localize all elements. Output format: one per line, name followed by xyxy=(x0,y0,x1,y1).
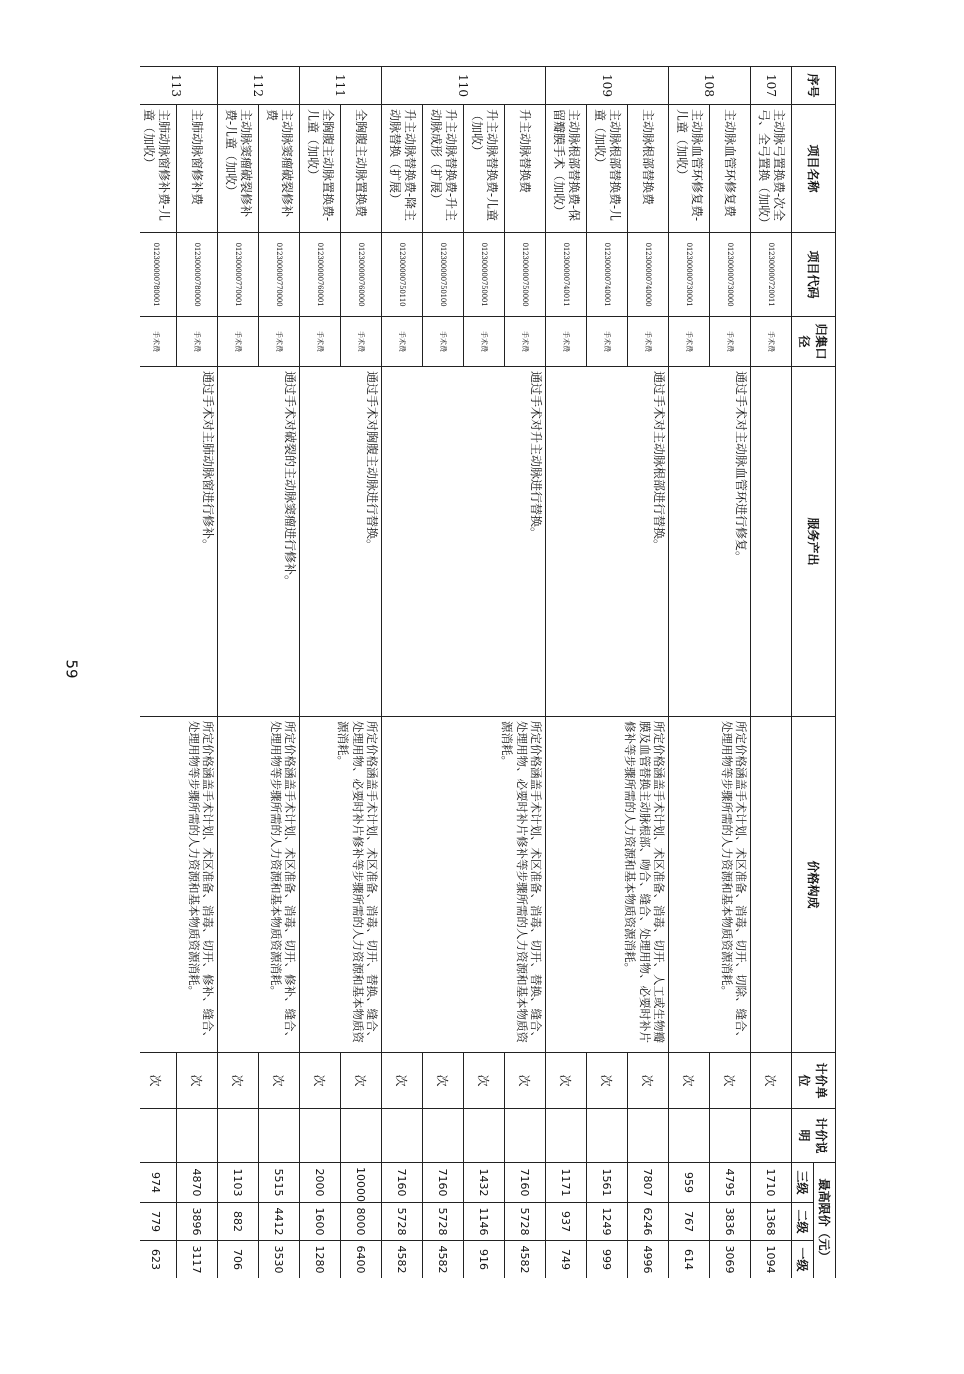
cell-note xyxy=(669,1109,710,1163)
cell-unit: 次 xyxy=(505,1053,546,1109)
cell-item-code: 012300000720011 xyxy=(751,233,792,317)
cell-note xyxy=(300,1109,341,1163)
cell-scope: 手术费 xyxy=(177,317,218,367)
cell-note xyxy=(177,1109,218,1163)
cell-note xyxy=(259,1109,300,1163)
cell-item-name: 主动脉根部替换费 xyxy=(628,105,669,233)
cell-price-level-3: 4795 xyxy=(710,1163,751,1203)
cell-seq: 111 xyxy=(300,67,382,105)
cell-price-level-3: 7807 xyxy=(628,1163,669,1203)
cell-unit: 次 xyxy=(546,1053,587,1109)
cell-price-level-3: 4870 xyxy=(177,1163,218,1203)
page-number: 59 xyxy=(62,659,81,679)
cell-item-name: 主动脉根部替换费-保留瓣膜手术（加收） xyxy=(546,105,587,233)
cell-price-composition: 所定价格涵盖手术计划、术区准备、消毒、切开、替换、缝合、处理用物、必要时补片修补等步骤所需的人力资源和基本物质资源消耗。 xyxy=(300,717,382,1053)
cell-price-level-1: 3069 xyxy=(710,1241,751,1279)
cell-scope: 手术费 xyxy=(751,317,792,367)
cell-note xyxy=(751,1109,792,1163)
cell-item-name: 主肺动脉窗修补费-儿童（加收） xyxy=(140,105,177,233)
cell-unit: 次 xyxy=(300,1053,341,1109)
cell-price-level-2: 5728 xyxy=(382,1203,423,1241)
table-body xyxy=(140,67,792,1279)
cell-price-level-1: 623 xyxy=(140,1241,177,1279)
cell-item-code: 012300000780001 xyxy=(140,233,177,317)
cell-item-code: 012300000740001 xyxy=(587,233,628,317)
cell-price-level-1: 614 xyxy=(669,1241,710,1279)
cell-price-level-1: 6400 xyxy=(341,1241,382,1279)
rotated-table-frame xyxy=(140,66,836,1278)
cell-seq: 107 xyxy=(751,67,792,105)
cell-price-level-3: 2000 xyxy=(300,1163,341,1203)
cell-unit: 次 xyxy=(177,1053,218,1109)
cell-scope: 手术费 xyxy=(505,317,546,367)
cell-price-level-1: 4582 xyxy=(382,1241,423,1279)
cell-scope: 手术费 xyxy=(628,317,669,367)
cell-price-composition xyxy=(751,717,792,1053)
table-row xyxy=(177,67,218,1279)
cell-price-level-2: 8000 xyxy=(341,1203,382,1241)
header-note: 计价说明 xyxy=(792,1109,836,1163)
cell-price-level-1: 999 xyxy=(587,1241,628,1279)
header-name: 项目名称 xyxy=(792,105,836,233)
cell-unit: 次 xyxy=(710,1053,751,1109)
cell-unit: 次 xyxy=(259,1053,300,1109)
cell-price-level-3: 959 xyxy=(669,1163,710,1203)
cell-item-name: 主动脉窦瘤破裂修补费 xyxy=(259,105,300,233)
cell-price-level-2: 1146 xyxy=(464,1203,505,1241)
cell-scope: 手术费 xyxy=(300,317,341,367)
cell-service-output: 通过手术对主动脉根部进行替换。 xyxy=(546,367,669,717)
cell-unit: 次 xyxy=(464,1053,505,1109)
header-service: 服务产出 xyxy=(792,367,836,717)
cell-service-output: 通过手术对主肺动脉窗进行修补。 xyxy=(140,367,218,717)
cell-price-level-3: 10000 xyxy=(341,1163,382,1203)
cell-note xyxy=(218,1109,259,1163)
cell-price-level-2: 5728 xyxy=(423,1203,464,1241)
cell-scope: 手术费 xyxy=(587,317,628,367)
cell-item-code: 012300000730001 xyxy=(669,233,710,317)
cell-price-level-3: 7160 xyxy=(505,1163,546,1203)
table-row xyxy=(341,67,382,1279)
cell-item-code: 012300000750000 xyxy=(505,233,546,317)
cell-price-level-1: 1280 xyxy=(300,1241,341,1279)
cell-seq: 113 xyxy=(140,67,218,105)
cell-service-output: 通过手术对主动脉血管环进行修复。 xyxy=(669,367,751,717)
cell-price-level-1: 4996 xyxy=(628,1241,669,1279)
cell-service-output xyxy=(751,367,792,717)
cell-scope: 手术费 xyxy=(546,317,587,367)
cell-note xyxy=(423,1109,464,1163)
cell-item-code: 012300000750100 xyxy=(423,233,464,317)
cell-note xyxy=(628,1109,669,1163)
cell-note xyxy=(505,1109,546,1163)
cell-item-name: 升主动脉替换费 xyxy=(505,105,546,233)
cell-note xyxy=(140,1109,177,1163)
cell-seq: 110 xyxy=(382,67,546,105)
cell-price-level-2: 1368 xyxy=(751,1203,792,1241)
cell-seq: 109 xyxy=(546,67,669,105)
cell-service-output: 通过手术对胸腹主动脉进行替换。 xyxy=(300,367,382,717)
cell-price-level-2: 6246 xyxy=(628,1203,669,1241)
cell-scope: 手术费 xyxy=(669,317,710,367)
cell-price-level-2: 4412 xyxy=(259,1203,300,1241)
cell-note xyxy=(710,1109,751,1163)
cell-price-level-3: 1710 xyxy=(751,1163,792,1203)
cell-price-level-1: 4582 xyxy=(423,1241,464,1279)
cell-scope: 手术费 xyxy=(382,317,423,367)
cell-item-code: 012300000770000 xyxy=(259,233,300,317)
cell-service-output: 通过手术对破裂的主动脉窦瘤进行修补。 xyxy=(218,367,300,717)
cell-price-composition: 所定价格涵盖手术计划、术区准备、消毒、切开、人工或生物瓣膜及血管替换主动脉根部、吻合、缝合、处理用物、必要时补片修补等步骤所需的人力资源和基本物质资源消耗。 xyxy=(546,717,669,1053)
cell-price-level-3: 1171 xyxy=(546,1163,587,1203)
cell-price-level-3: 1103 xyxy=(218,1163,259,1203)
cell-price-composition: 所定价格涵盖手术计划、术区准备、消毒、切开、替换、缝合、处理用物、必要时补片修补等步骤所需的人力资源和基本物质资源消耗。 xyxy=(382,717,546,1053)
cell-item-name: 主动脉弓置换费-次全弓、全弓置换（加收） xyxy=(751,105,792,233)
cell-seq: 112 xyxy=(218,67,300,105)
cell-price-level-2: 937 xyxy=(546,1203,587,1241)
cell-note xyxy=(382,1109,423,1163)
cell-price-level-1: 3530 xyxy=(259,1241,300,1279)
cell-price-composition: 所定价格涵盖手术计划、术区准备、消毒、切开、修补、缝合、处理用物等步骤所需的人力资源和基本物质资源消耗。 xyxy=(218,717,300,1053)
table-row xyxy=(505,67,546,1279)
cell-unit: 次 xyxy=(423,1053,464,1109)
cell-unit: 次 xyxy=(751,1053,792,1109)
cell-scope: 手术费 xyxy=(341,317,382,367)
cell-item-name: 主动脉血管环修复费 xyxy=(710,105,751,233)
cell-item-code: 012300000750001 xyxy=(464,233,505,317)
cell-service-output: 通过手术对升主动脉进行替换。 xyxy=(382,367,546,717)
header-level-2: 二级 xyxy=(792,1203,814,1241)
header-row xyxy=(814,67,836,1279)
cell-price-level-3: 7160 xyxy=(382,1163,423,1203)
table-row xyxy=(751,67,792,1279)
cell-unit: 次 xyxy=(382,1053,423,1109)
cell-item-code: 012300000730000 xyxy=(710,233,751,317)
cell-unit: 次 xyxy=(587,1053,628,1109)
cell-item-code: 012300000780000 xyxy=(177,233,218,317)
cell-item-code: 012300000770001 xyxy=(218,233,259,317)
cell-price-level-3: 5515 xyxy=(259,1163,300,1203)
cell-item-name: 全胸腹主动脉置换费 xyxy=(341,105,382,233)
header-scope: 归集口径 xyxy=(792,317,836,367)
cell-scope: 手术费 xyxy=(259,317,300,367)
cell-item-name: 升主动脉替换费-儿童（加收） xyxy=(464,105,505,233)
table-row xyxy=(259,67,300,1279)
cell-unit: 次 xyxy=(341,1053,382,1109)
cell-price-composition: 所定价格涵盖手术计划、术区准备、消毒、切开、切除、缝合、处理用物等步骤所需的人力资源和基本物质资源消耗。 xyxy=(669,717,751,1053)
cell-note xyxy=(464,1109,505,1163)
cell-seq: 108 xyxy=(669,67,751,105)
cell-item-name: 主动脉根部替换费-儿童（加收） xyxy=(587,105,628,233)
cell-price-level-3: 974 xyxy=(140,1163,177,1203)
header-seq: 序号 xyxy=(792,67,836,105)
cell-unit: 次 xyxy=(218,1053,259,1109)
cell-scope: 手术费 xyxy=(218,317,259,367)
cell-price-level-2: 1600 xyxy=(300,1203,341,1241)
cell-price-level-2: 1249 xyxy=(587,1203,628,1241)
header-level-1: 一级 xyxy=(792,1241,814,1279)
cell-unit: 次 xyxy=(669,1053,710,1109)
cell-price-level-2: 779 xyxy=(140,1203,177,1241)
cell-item-name: 主肺动脉窗修补费 xyxy=(177,105,218,233)
cell-item-code: 012300000740011 xyxy=(546,233,587,317)
cell-price-level-1: 706 xyxy=(218,1241,259,1279)
header-level-3: 三级 xyxy=(792,1163,814,1203)
cell-price-level-1: 3117 xyxy=(177,1241,218,1279)
cell-price-level-1: 1094 xyxy=(751,1241,792,1279)
header-price-composition: 价格构成 xyxy=(792,717,836,1053)
cell-price-level-3: 7160 xyxy=(423,1163,464,1203)
header-unit: 计价单位 xyxy=(792,1053,836,1109)
cell-price-level-2: 5728 xyxy=(505,1203,546,1241)
cell-item-name: 升主动脉替换费-升主动脉成形（扩展） xyxy=(423,105,464,233)
cell-item-code: 012300000740000 xyxy=(628,233,669,317)
cell-scope: 手术费 xyxy=(464,317,505,367)
rotated-table xyxy=(140,66,836,1278)
header-max-price: 最高限价（元） xyxy=(814,1163,836,1279)
cell-price-level-3: 1561 xyxy=(587,1163,628,1203)
cell-unit: 次 xyxy=(140,1053,177,1109)
cell-note xyxy=(341,1109,382,1163)
cell-price-level-2: 3836 xyxy=(710,1203,751,1241)
cell-unit: 次 xyxy=(628,1053,669,1109)
cell-item-name: 全胸腹主动脉置换费-儿童（加收） xyxy=(300,105,341,233)
cell-item-name: 主动脉窦瘤破裂修补费-儿童（加收） xyxy=(218,105,259,233)
cell-item-name: 升主动脉替换费-降主动脉替换（扩展） xyxy=(382,105,423,233)
header-code: 项目代码 xyxy=(792,233,836,317)
cell-price-level-2: 882 xyxy=(218,1203,259,1241)
cell-price-level-2: 3896 xyxy=(177,1203,218,1241)
cell-item-code: 012300000750110 xyxy=(382,233,423,317)
table-row xyxy=(628,67,669,1279)
cell-scope: 手术费 xyxy=(710,317,751,367)
cell-scope: 手术费 xyxy=(140,317,177,367)
cell-item-code: 012300000760001 xyxy=(300,233,341,317)
cell-price-level-3: 1432 xyxy=(464,1163,505,1203)
cell-scope: 手术费 xyxy=(423,317,464,367)
cell-price-composition: 所定价格涵盖手术计划、术区准备、消毒、切开、修补、缝合、处理用物等步骤所需的人力资源和基本物质资源消耗。 xyxy=(140,717,218,1053)
cell-note xyxy=(587,1109,628,1163)
cell-item-name: 主动脉血管环修复费-儿童（加收） xyxy=(669,105,710,233)
cell-price-level-2: 767 xyxy=(669,1203,710,1241)
cell-price-level-1: 749 xyxy=(546,1241,587,1279)
cell-item-code: 012300000760000 xyxy=(341,233,382,317)
table-row xyxy=(710,67,751,1279)
cell-price-level-1: 4582 xyxy=(505,1241,546,1279)
price-table xyxy=(140,66,836,1278)
cell-note xyxy=(546,1109,587,1163)
cell-price-level-1: 916 xyxy=(464,1241,505,1279)
